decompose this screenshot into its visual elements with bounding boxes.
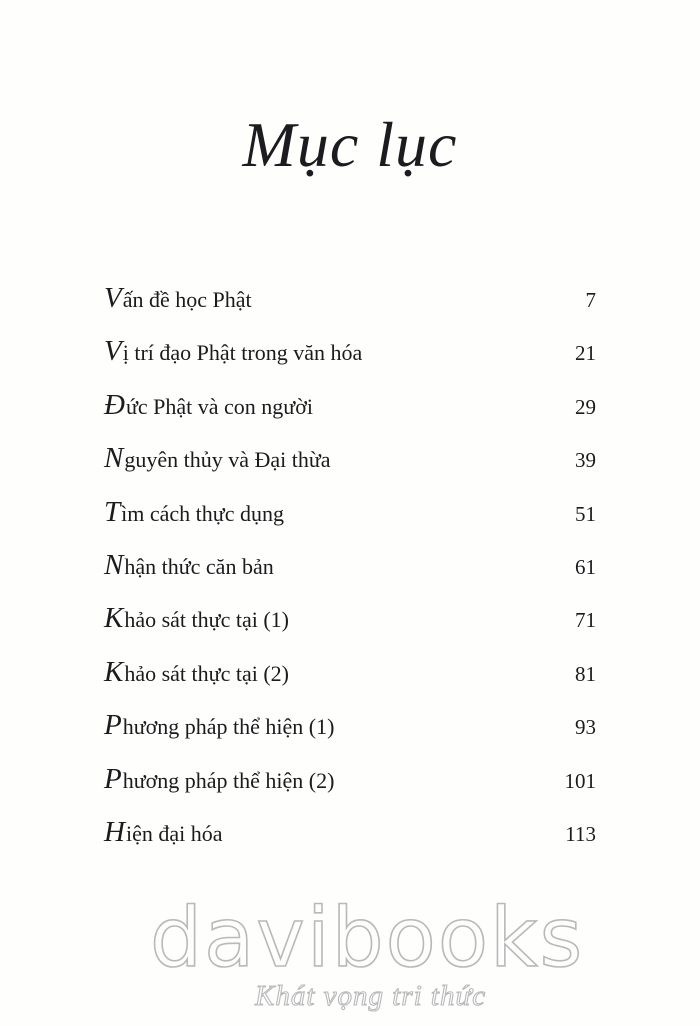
toc-entry-title [104, 602, 289, 635]
toc-entry-page: 21 [575, 341, 596, 366]
toc-entry-text: hận thức căn bản [124, 553, 274, 579]
toc-entry-page: 93 [575, 715, 596, 740]
toc-entry-text: ấn đề học Phật [122, 287, 252, 312]
toc-entry-text: hương pháp thể hiện (2) [122, 767, 335, 793]
watermark-logo: davibooks [150, 891, 585, 986]
toc-entry-text: hảo sát thực tại (1) [124, 607, 289, 633]
toc-entry[interactable] [104, 602, 596, 655]
toc-entry[interactable] [104, 282, 596, 335]
toc-entry-title [104, 709, 334, 742]
toc-entry[interactable] [104, 709, 596, 762]
toc-entry[interactable] [104, 389, 596, 442]
toc-entry-title [104, 442, 331, 475]
toc-entry-text: ị trí đạo Phật trong văn hóa [122, 340, 363, 366]
toc-entry-text: iện đại hóa [125, 820, 223, 846]
watermark-slogan: Khát vọng tri thức [255, 980, 487, 1012]
toc-entry-title [104, 335, 362, 368]
toc-entry-page: 113 [565, 821, 596, 846]
toc-entry-initial: H [104, 815, 125, 848]
toc-entry-page: 51 [575, 501, 596, 526]
table-of-contents [104, 282, 596, 869]
watermark [0, 880, 700, 1026]
toc-entry-text: guyên thủy và Đại thừa [124, 447, 331, 473]
toc-entry-initial: P [104, 762, 122, 795]
toc-entry-title [104, 816, 222, 849]
page-title: Mục lục [242, 109, 458, 180]
toc-entry-title [104, 656, 289, 689]
toc-entry-initial: K [104, 655, 124, 688]
toc-entry[interactable] [104, 335, 596, 388]
toc-entry-page: 71 [575, 608, 596, 633]
toc-entry-title [104, 763, 334, 796]
toc-entry-initial: K [104, 602, 124, 635]
toc-entry-page: 39 [575, 448, 596, 473]
toc-entry-initial: N [104, 442, 124, 475]
toc-entry-initial: N [104, 548, 124, 581]
toc-entry-page: 61 [575, 554, 596, 579]
toc-entry-initial: T [104, 495, 121, 528]
toc-entry[interactable] [104, 442, 596, 495]
toc-entry-page: 29 [575, 394, 596, 419]
toc-entry[interactable] [104, 656, 596, 709]
toc-entry-initial: V [104, 282, 122, 314]
toc-entry-text: hương pháp thể hiện (1) [122, 714, 335, 740]
toc-entry-title [104, 389, 313, 422]
toc-entry-title [104, 496, 284, 529]
toc-entry-page: 81 [575, 661, 596, 686]
toc-entry-title [104, 549, 274, 582]
toc-entry-initial: Đ [104, 388, 125, 421]
toc-entry-initial: P [104, 709, 122, 742]
toc-entry-text: ức Phật và con người [125, 393, 313, 419]
toc-entry[interactable] [104, 496, 596, 549]
toc-entry-text: hảo sát thực tại (2) [124, 660, 289, 686]
toc-entry-text: ìm cách thực dụng [121, 500, 284, 526]
toc-entry[interactable] [104, 763, 596, 816]
toc-entry-initial: V [104, 335, 122, 368]
toc-entry-title [104, 282, 252, 315]
toc-entry-page: 101 [564, 768, 596, 793]
toc-entry-page: 7 [585, 288, 596, 312]
toc-entry[interactable] [104, 816, 596, 869]
toc-entry[interactable] [104, 549, 596, 602]
